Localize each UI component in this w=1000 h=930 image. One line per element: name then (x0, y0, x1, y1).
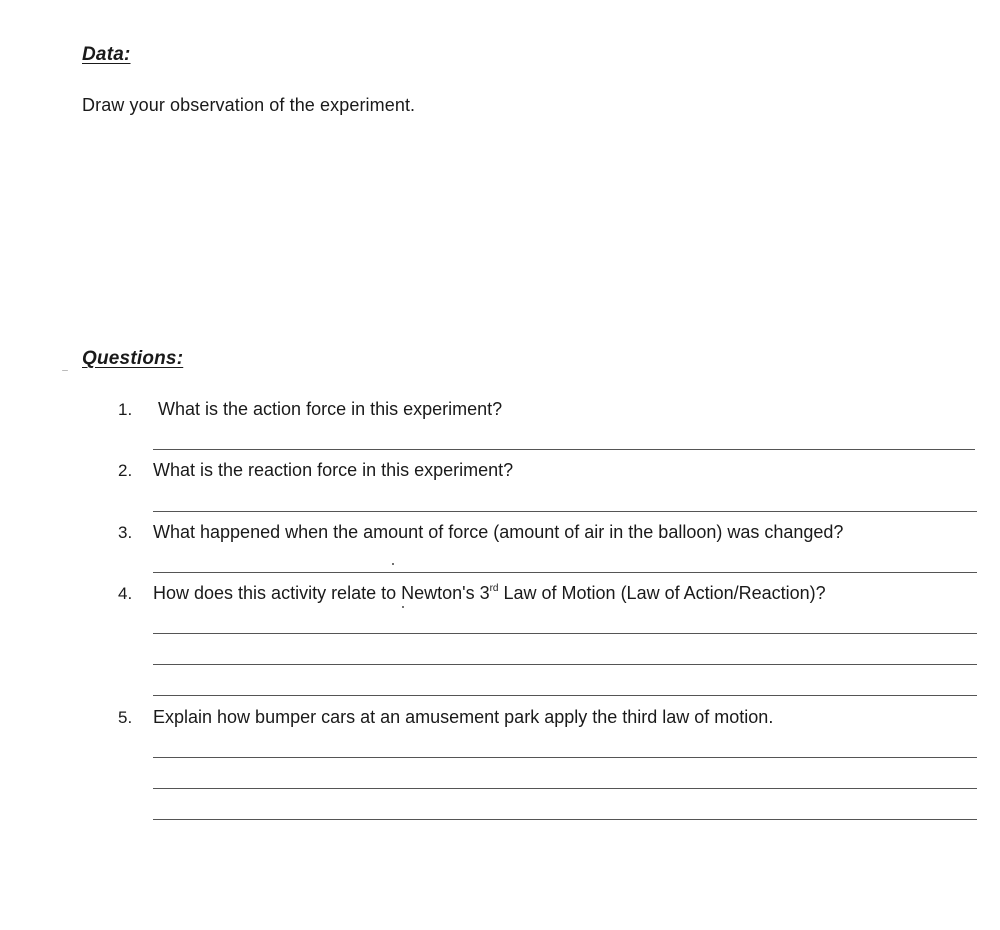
answer-line-5a[interactable] (153, 757, 977, 758)
scan-speck (392, 563, 394, 565)
answer-line-4c[interactable] (153, 695, 977, 696)
question-number: 2. (118, 461, 133, 480)
questions-heading: Questions: (82, 348, 184, 369)
question-text: What is the reaction force in this experiment? (153, 460, 514, 480)
draw-observation-prompt: Draw your observation of the experiment. (82, 95, 416, 115)
answer-line-5b[interactable] (153, 788, 977, 789)
question-text: Explain how bumper cars at an amusement park apply the third law of motion. (153, 707, 774, 727)
answer-line-2[interactable] (153, 511, 977, 512)
question-text: What happened when the amount of force (amount of air in the balloon) was changed? (153, 522, 844, 542)
question-number: 1. (118, 400, 133, 419)
answer-line-4b[interactable] (153, 664, 977, 665)
scan-mark (62, 370, 68, 371)
answer-line-5c[interactable] (153, 819, 977, 820)
answer-line-3[interactable] (153, 572, 977, 573)
question-text-part: Law of Motion (Law of Action/Reaction)? (498, 583, 826, 603)
question-number: 5. (118, 708, 133, 727)
answer-line-4a[interactable] (153, 633, 977, 634)
question-number: 4. (118, 584, 133, 603)
question-text-part: How does this activity relate to Newton's 3 (153, 583, 490, 603)
question-number: 3. (118, 523, 133, 542)
data-heading: Data: (82, 44, 131, 65)
superscript-ordinal: rd (489, 583, 499, 594)
scan-speck (402, 606, 404, 608)
question-text: What is the action force in this experiment? (158, 399, 503, 419)
question-text (153, 583, 826, 604)
answer-line-1[interactable] (153, 449, 975, 450)
drawing-area[interactable] (82, 130, 962, 330)
